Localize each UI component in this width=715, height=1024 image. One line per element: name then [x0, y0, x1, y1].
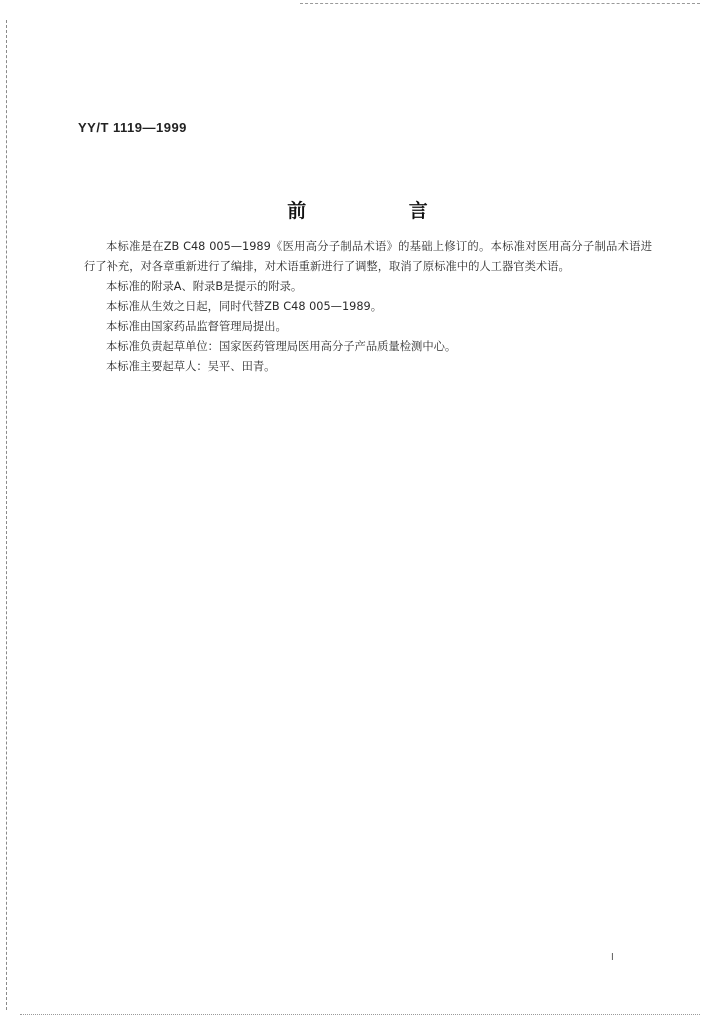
page-number: I [611, 952, 614, 963]
scan-edge-bottom [20, 1014, 700, 1015]
paragraph-effective: 本标准从生效之日起，同时代替ZB C48 005—1989。 [106, 300, 382, 313]
paragraph-proposer: 本标准由国家药品监督管理局提出。 [106, 320, 287, 333]
scan-edge-left [6, 20, 7, 1010]
page-title: 前 言 [287, 200, 476, 222]
paragraph-appendix: 本标准的附录A、附录B是提示的附录。 [106, 280, 303, 293]
preface-body [84, 237, 652, 377]
paragraph-drafters: 本标准主要起草人：吴平、田青。 [106, 360, 276, 373]
scan-edge-top [300, 3, 700, 4]
standard-code: YY/T 1119—1999 [78, 120, 187, 135]
paragraph-drafting-unit: 本标准负责起草单位：国家医药管理局医用高分子产品质量检测中心。 [106, 340, 457, 353]
paragraph-revision: 本标准是在ZB C48 005—1989《医用高分子制品术语》的基础上修订的。本标准对医用高分子制品术语进行了补充，对各章重新进行了编排，对术语重新进行了调整，取消了原标准中的人工器官类术语。 [84, 240, 652, 273]
